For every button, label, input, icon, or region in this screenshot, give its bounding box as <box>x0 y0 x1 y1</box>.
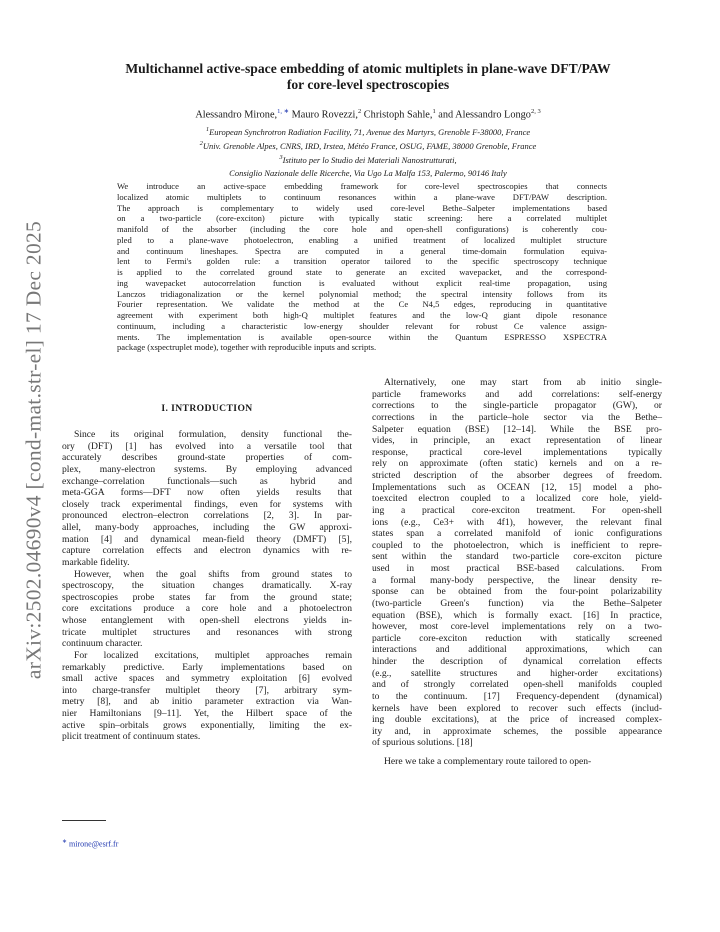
left-text-column <box>62 401 352 743</box>
text-line: mation [4] and dynamical mean-field theory (DMFT) [5], <box>62 533 352 545</box>
paragraph <box>372 756 662 768</box>
text-line: of spurious solutions. [18] <box>372 737 473 749</box>
text-line: active spin–orbitals grows exponentially, limiting the ex- <box>62 719 352 731</box>
text-line: rely on approximate (often static) kernels and on a re- <box>372 458 662 470</box>
text-line: ing a practical core-exciton treatment. For open-shell <box>372 504 662 516</box>
affiliation-line: $^2$Univ. Grenoble Alpes, CNRS, IRD, Irstea, Météo France, OSUG, FAME, 38000 Grenoble, France <box>199 139 537 151</box>
abstract-line: package (xspectruplet mode), together with reproducible inputs and scripts. <box>117 342 377 353</box>
abstract <box>117 181 607 353</box>
text-line: vides, in principle, an exact representation of linear <box>372 435 662 447</box>
footnote-divider <box>62 820 106 821</box>
author-name: Mauro Rovezzi, <box>289 109 358 121</box>
author-affiliation-mark[interactable]: 1, ∗ <box>277 108 290 115</box>
arxiv-identifier-text: arXiv:2502.04690v4 [cond-mat.str-el] 17 Dec 2025 <box>21 220 46 680</box>
abstract-line: continuum, including a characteristic low-energy shoulder relevant for robust Ce valence assign- <box>117 320 607 331</box>
text-line: particle core-exciton reduction with statically screened <box>372 632 662 644</box>
text-line: Since its original formulation, density functional the- <box>74 429 352 440</box>
section-heading-introduction: I. INTRODUCTION <box>161 403 253 414</box>
text-line: closely track experimental findings, even for systems with <box>62 498 352 510</box>
paper-title <box>60 61 676 93</box>
abstract-line: We introduce an active-space embedding framework for core-level spectroscopies that connects <box>117 181 607 191</box>
text-line: response, practical core-level implementations typically <box>372 446 662 458</box>
author-name: Christoph Sahle, <box>361 109 433 121</box>
text-line: used in most practical BSE-based calculations. From <box>372 563 662 574</box>
author-affiliation-mark: 1 <box>432 108 436 115</box>
title-line-1: Multichannel active-space embedding of atomic multiplets in plane-wave DFT/PAW <box>125 61 611 76</box>
text-line: markable fidelity. <box>62 556 130 568</box>
text-line: Here we take a complementary route tailored to open- <box>384 756 592 767</box>
author-affiliation-mark: 2 <box>357 108 362 115</box>
abstract-line: manifold of the absorber (including the core hole and open-shell configurations) is coherently cou- <box>117 224 607 234</box>
text-line: However, when the goal shifts from ground states to <box>74 568 352 580</box>
text-line: exchange–correlation functionals—such as hybrid and <box>62 475 352 487</box>
paragraph <box>372 377 662 749</box>
text-line: kernels have been explored to recover such effects (includ- <box>372 702 662 714</box>
text-line: (two-particle Green's function) via the Bethe–Salpeter <box>372 597 662 609</box>
text-line: capture correlation effects and electron dynamics with re- <box>62 545 352 557</box>
text-line: tricate multiplet structures and resonances with strong <box>62 626 352 638</box>
text-line: (e.g., satellite structures and higher-order excitations) <box>372 667 662 679</box>
abstract-line: pled to a plane-wave photoelectron, enabling a unified treatment of localized multiplet structure <box>117 234 607 245</box>
affiliation-line: $^3$Istituto per lo Studio dei Materiali Nanostrutturati, <box>279 153 457 165</box>
text-line: interactions and additional approximations, which can <box>372 644 662 656</box>
abstract-line: agreement with experiment both high-Q multiplet features and the low-Q giant dipole resonance <box>117 310 607 320</box>
text-line: sponse can be obtained from the four-point polarizability <box>372 586 662 598</box>
text-line: Implementations such as OCEAN [12, 15] model a pho- <box>372 481 662 493</box>
text-line: core excitations produce a core hole and a photoelectron <box>62 603 352 615</box>
text-line: nier Hamiltonians [9–11]. Yet, the Hilbert space of the <box>62 708 352 719</box>
abstract-line: The approach is complementary to widely used core-level Bethe–Salpeter implementations based <box>117 202 607 213</box>
text-line: plex, many-electron systems. By employing advanced <box>62 463 352 475</box>
text-line: ions (e.g., Ce3+ with 4f1), however, the relevant final <box>372 516 662 528</box>
text-line: plicit treatment of continuum states. <box>62 731 201 743</box>
paragraph <box>62 569 352 650</box>
text-line: into charge-transfer multiplet theory [7], arbitrary sym- <box>62 684 352 696</box>
text-line: allel, many-body approaches, including the GW approxi- <box>62 522 352 533</box>
footnote-mark: ∗ <box>62 839 68 845</box>
text-line: hinder the description of dynamical correlation effects <box>372 656 662 667</box>
text-line: however, most core-level implementations rely on a two- <box>372 621 662 633</box>
affiliation-line: Consiglio Nazionale delle Ricerche, Via Ugo La Malfa 153, Palermo, 90146 Italy <box>229 168 507 179</box>
paragraph <box>62 429 352 569</box>
abstract-line: localized atomic multiplets to continuum resonances within a plane-wave DFT/PAW description. <box>117 191 607 202</box>
text-line: ory (DFT) [1] has evolved into a versatile tool that <box>62 440 352 452</box>
text-line: pronounced electron–electron correlations [2, 3]. In par- <box>62 510 352 522</box>
author-name: and Alessandro Longo <box>435 109 531 121</box>
abstract-line: Lanczos tridiagonalization or the kernel polynomial method; the spectral intensity follows from its <box>117 288 607 299</box>
author-affiliation-mark: 2, 3 <box>530 108 541 115</box>
text-line: stricted description of the absorber degrees of freedom. <box>372 470 662 481</box>
right-text-column <box>372 377 662 768</box>
abstract-line: ments. The implementation is available open-source within the Quantum ESPRESSO XSPECTRA <box>117 331 607 342</box>
text-line: particle frameworks and add correlations: self-energy <box>372 388 662 400</box>
footnote-email[interactable] <box>62 838 118 849</box>
abstract-line: lent to Fermi's golden rule: a transition operator tailored to the specific spectroscopy technique <box>117 256 607 267</box>
affiliation-line: $^1$European Synchrotron Radiation Facility, 71, Avenue des Martyrs, Grenoble F-38000, France <box>205 126 531 137</box>
text-line: coupled to the photoelectron, which is inefficient to repre- <box>372 539 662 551</box>
text-line: and of strongly correlated open-shell manifolds coupled <box>372 679 662 691</box>
text-line: corrections to the single-particle propagator (GW), or <box>372 400 662 412</box>
text-line: ity and, in approximate schemes, the possible appearance <box>372 725 662 737</box>
text-line: toexcited electron coupled to a localized core hole, yield- <box>372 493 662 505</box>
text-line: corrections in the particle–hole sector via the Bethe– <box>372 411 662 423</box>
abstract-line: is applied to the correlated ground state to generate an excited wavepacket, and the correspond- <box>117 267 607 277</box>
text-line: sent within the standard two-particle core-exciton picture <box>372 551 662 563</box>
text-line: For localized excitations, multiplet approaches remain <box>74 649 352 661</box>
text-line: accurately describes ground-state properties of com- <box>62 452 352 464</box>
paragraph <box>62 650 352 743</box>
abstract-line: Fourier representation. We validate the method at the Ce N4,5 edges, reproducing in quantitative <box>117 299 607 310</box>
text-line: to the continuum. [17] Frequency-dependent (dynamical) <box>372 690 662 702</box>
text-line: continuum character. <box>62 638 143 650</box>
text-line: spectroscopy, the situation changes dramatically. X-ray <box>62 580 352 592</box>
text-line: equation (BSE), which is formally exact. [16] In practice, <box>372 609 662 621</box>
text-line: ing double excitations), at the price of increased complex- <box>372 714 662 726</box>
author-name: Alessandro Mirone, <box>195 109 278 121</box>
text-line: Salpeter equation (BSE) [12–14]. While the BSE pro- <box>372 423 662 435</box>
text-line: small active spaces and symmetry exploitation [6] evolved <box>62 673 352 685</box>
text-line: Alternatively, one may start from ab initio single- <box>384 377 662 388</box>
author-list <box>60 107 676 120</box>
text-line: states span a correlated manifold of ionic configurations <box>372 528 662 540</box>
arxiv-identifier-stamp <box>14 215 54 685</box>
abstract-line: and continuum lineshapes. Spectra are computed in a general time-domain formulation equiva- <box>117 245 607 256</box>
abstract-line: ing wavepacket autocorrelation function is evaluated without explicit real-time propagation, using <box>117 277 607 288</box>
text-line: spectroscopies probe states far from the ground state; <box>62 591 352 603</box>
text-line: remarkably predictive. Early implementations based on <box>62 661 352 673</box>
text-line: meta-GGA forms—DFT now often yields results that <box>62 487 352 499</box>
text-line: whose entanglement with open-shell electrons yields in- <box>62 615 352 626</box>
abstract-line: on a two-particle (core-exciton) picture with typically static screening: here a correlated multiplet <box>117 213 607 224</box>
email-link[interactable]: mirone@esrf.fr <box>69 839 119 849</box>
affiliation-list <box>60 124 676 179</box>
text-line: a formal many-body perspective, the linear density re- <box>372 574 662 586</box>
title-line-2: for core-level spectroscopies <box>286 77 450 92</box>
text-line: metry [8], and ab initio parameter extraction via Wan- <box>62 696 352 708</box>
